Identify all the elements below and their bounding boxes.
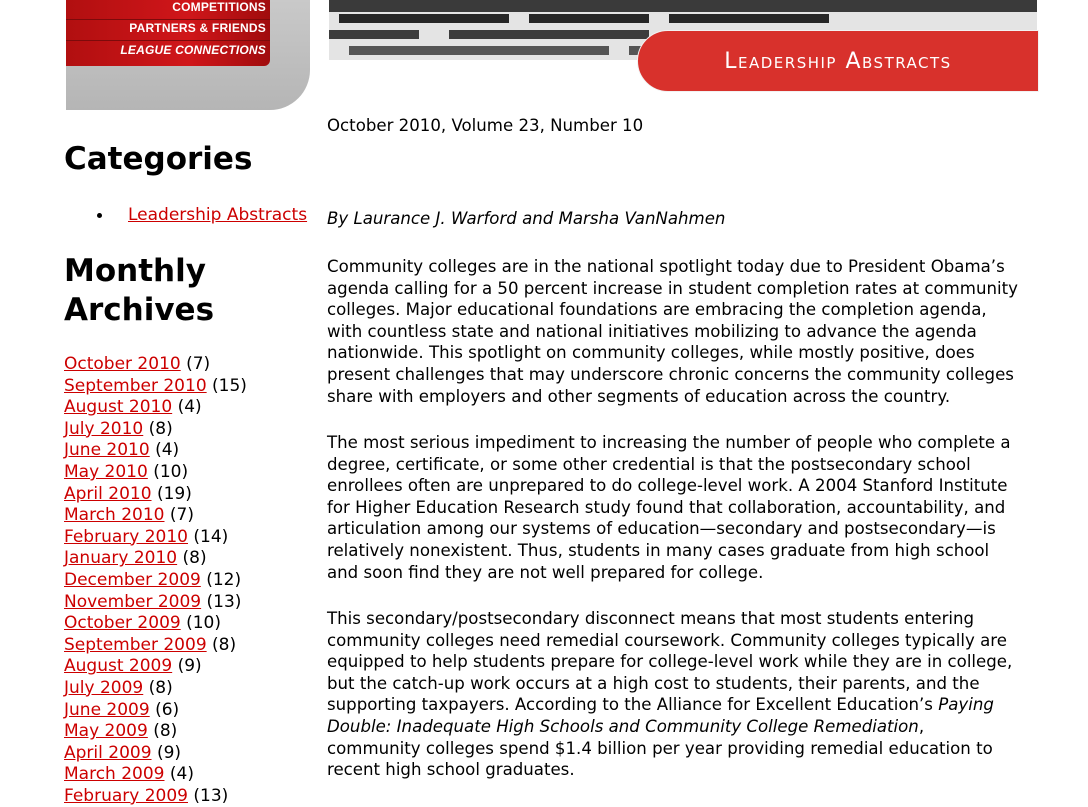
paragraph-line: recent high school graduates. [327,760,575,780]
paragraph-line: for Higher Education Research study found that collaboration, accountability, and [327,497,1006,517]
archive-link[interactable]: November 2009 [64,591,202,612]
archive-item [64,743,247,765]
banner-shadow [449,30,649,39]
archive-item [64,397,247,419]
archive-count: (4) [169,764,194,785]
archive-count: (7) [169,505,194,526]
archive-item [64,764,247,786]
archive-count: (6) [155,699,180,720]
archive-link[interactable]: April 2010 [64,483,152,504]
banner-stripe [329,0,1037,12]
archive-item [64,354,247,376]
paragraph-line: supporting taxpayers. According to the Alliance for Excellent Education’s [327,695,939,715]
paragraph-line: articulation among our systems of education—secondary and postsecondary—is [327,519,996,539]
archive-item [64,376,247,398]
archive-count: (8) [182,548,207,569]
nav-item-competitions[interactable]: COMPETITIONS [172,0,266,14]
archive-link[interactable]: October 2010 [64,354,181,374]
banner-shadow [329,30,419,39]
archive-item [64,678,247,700]
archive-link[interactable]: September 2009 [64,634,207,655]
archive-link[interactable]: June 2009 [64,699,150,720]
archive-count: (9) [156,742,182,763]
monthly-archives-heading: Monthly Archives [64,253,215,328]
archive-link[interactable]: June 2010 [64,440,150,461]
monthly-archives-list [64,354,247,807]
archive-item [64,592,247,614]
archive-link[interactable]: March 2009 [64,764,165,785]
nav-item-partners-friends[interactable]: PARTNERS & FRIENDS [129,21,266,35]
archive-count: (7) [186,354,211,374]
archive-item [64,462,247,484]
league-nav [66,0,270,66]
paragraph-line: with countless state and national initiatives mobilizing to advance the agenda [327,321,977,341]
archive-link[interactable]: March 2010 [64,505,165,526]
banner-shadow [669,14,829,23]
archive-item [64,548,247,570]
cited-title: Paying [938,695,994,715]
archive-link[interactable]: July 2010 [64,418,144,439]
banner-title: Leadership Abstracts [724,48,952,74]
archive-item [64,527,247,549]
article-paragraph [327,608,1072,781]
paragraph-line: Community colleges are in the national spotlight today due to President Obama’s [327,257,1005,276]
archive-item [64,613,247,635]
archive-count: (9) [177,656,202,677]
paragraph-text: , [918,716,925,736]
archive-count: (8) [153,721,178,742]
archive-item [64,419,247,441]
archive-item [64,505,247,527]
paragraph-line: and soon find they are not well prepared for college. [327,562,764,582]
archive-count: (14) [193,526,229,547]
archive-count: (13) [193,785,229,806]
banner-shadow [339,14,509,23]
nav-item-league-connections[interactable]: LEAGUE CONNECTIONS [120,43,266,57]
archive-link[interactable]: July 2009 [64,677,144,698]
archive-count: (8) [148,418,173,439]
archive-item [64,635,247,657]
archive-count: (8) [212,634,237,655]
archive-item [64,570,247,592]
archive-link[interactable]: August 2009 [64,656,173,677]
nav-divider [66,40,270,41]
paragraph-line: but the catch-up work occurs at a high cost to students, their parents, and the [327,673,980,693]
cited-title: Double: Inadequate High Schools and Community College Remediation [327,716,919,736]
banner-shadow [529,14,649,23]
category-item [64,204,307,226]
archive-link[interactable]: May 2010 [64,461,148,482]
article-paragraph [327,432,1072,583]
paragraph-line: colleges. Major educational foundations are embracing the completion agenda, [327,300,987,320]
archive-count: (4) [155,440,180,461]
archive-count: (13) [206,591,242,612]
archive-count: (4) [177,397,202,418]
archive-count: (19) [156,483,192,504]
article-paragraph [327,256,1072,407]
archive-link[interactable]: September 2010 [64,375,207,396]
archive-count: (12) [206,569,242,590]
archive-count: (8) [148,677,173,698]
archive-count: (15) [212,375,247,396]
category-link-leadership-abstracts[interactable]: Leadership Abstracts [128,205,308,225]
paragraph-line: The most serious impediment to increasing the number of people who complete a [327,433,1011,452]
archive-link[interactable]: January 2010 [64,548,178,569]
archive-link[interactable]: May 2009 [64,721,148,742]
paragraph-line: relatively nonexistent. Thus, students in many cases graduate from high school [327,540,990,560]
sidebar [64,140,314,806]
article-byline: By Laurance J. Warford and Marsha VanNahmen [327,209,726,228]
archive-link[interactable]: February 2009 [64,785,188,806]
banner-shadow [349,46,609,55]
nav-divider [66,19,270,20]
archive-item [64,786,247,807]
archive-link[interactable]: April 2009 [64,742,152,763]
paragraph-line: nationwide. This spotlight on community colleges, while mostly positive, does [327,343,975,363]
archive-item [64,700,247,722]
paragraph-line: degree, certificate, or some other credential is that the postsecondary school [327,454,971,474]
archive-count: (10) [186,613,222,634]
categories-heading: Categories [64,141,253,177]
paragraph-line: share with employers and other segments of education across the country. [327,386,951,406]
paragraph-line: agenda calling for a 50 percent increase in student completion rates at community [327,278,1018,298]
archive-link[interactable]: February 2010 [64,526,188,547]
archive-item [64,721,247,743]
archive-link[interactable]: August 2010 [64,397,173,418]
paragraph-line: community colleges spend $1.4 billion per year providing remedial education to [327,738,993,758]
article-dateline: October 2010, Volume 23, Number 10 [327,116,644,135]
categories-list [64,204,307,226]
archive-item [64,656,247,678]
archive-item [64,440,247,462]
archive-link[interactable]: October 2009 [64,613,181,634]
paragraph-line: This secondary/postsecondary disconnect means that most students entering [327,609,975,628]
archive-link[interactable]: December 2009 [64,569,201,590]
leadership-abstracts-banner-tab [637,30,1039,92]
paragraph-line: equipped to help students prepare for college-level work while they are in college, [327,652,1013,672]
archive-count: (10) [153,461,189,482]
paragraph-line: community colleges need remedial coursework. Community colleges typically are [327,630,1007,650]
archive-item [64,484,247,506]
paragraph-line: present challenges that may underscore chronic concerns the community colleges [327,364,1014,384]
paragraph-line: enrollees often are unprepared to do college-level work. A 2004 Stanford Institute [327,476,1008,496]
